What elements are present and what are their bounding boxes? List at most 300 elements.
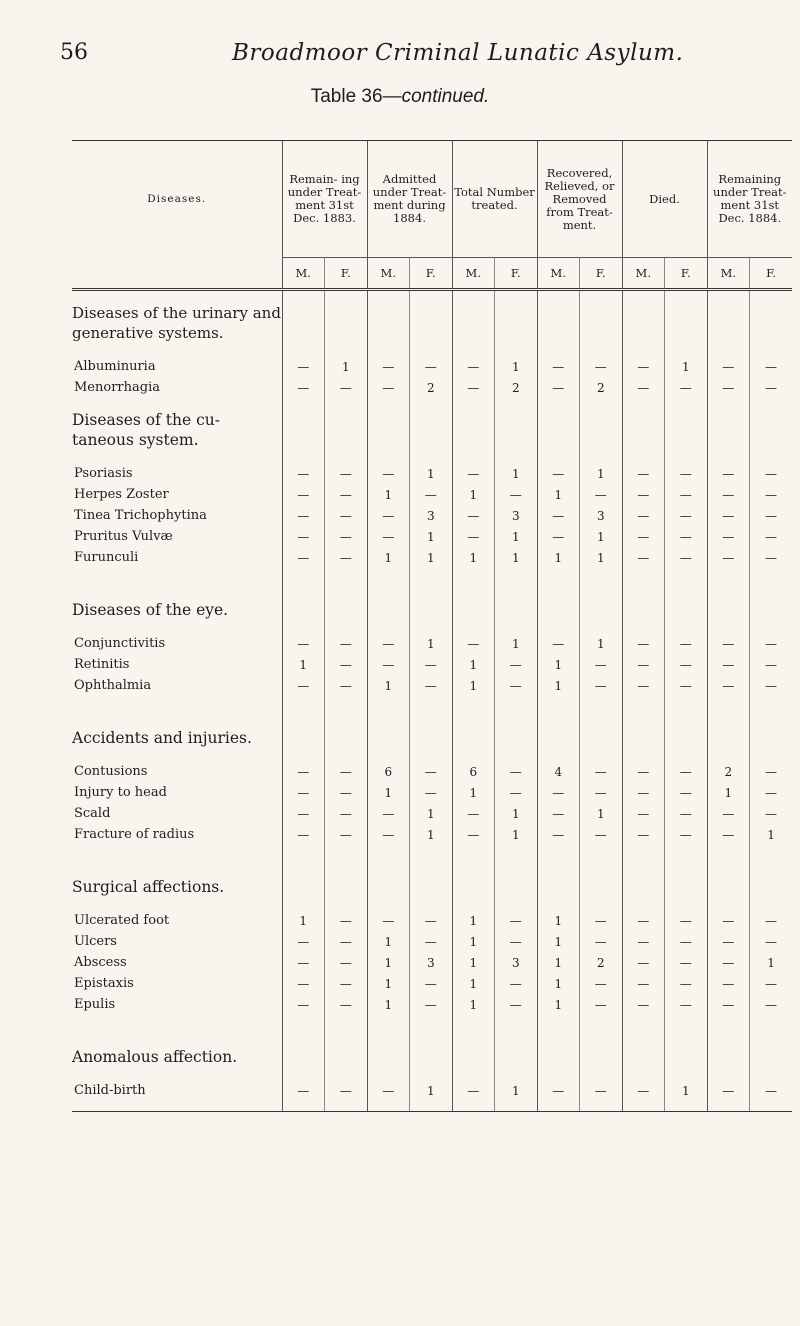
empty-cell — [410, 900, 453, 910]
empty-cell — [622, 453, 665, 463]
col-header-diseases: Diseases. — [72, 141, 282, 258]
table-cell: — — [282, 803, 325, 824]
table-cell: — — [537, 803, 580, 824]
empty-cell — [580, 751, 623, 761]
empty-cell — [72, 1070, 282, 1080]
empty-cell — [707, 1070, 750, 1080]
empty-cell — [495, 623, 538, 633]
table-cell: — — [325, 1080, 368, 1101]
empty-cell — [750, 751, 793, 761]
table-cell: — — [622, 377, 665, 398]
table-row — [72, 654, 792, 675]
table-cell: — — [410, 654, 453, 675]
table-cell: — — [367, 824, 410, 845]
table-cell: — — [622, 463, 665, 484]
section-heading-row — [72, 398, 792, 453]
empty-cell — [622, 900, 665, 910]
page-header — [0, 40, 800, 72]
empty-cell — [707, 290, 750, 347]
table-cell: 1 — [282, 654, 325, 675]
empty-cell — [665, 398, 708, 453]
empty-cell — [325, 1015, 368, 1070]
table-cell: — — [537, 463, 580, 484]
empty-cell — [367, 1015, 410, 1070]
section-heading-row — [72, 568, 792, 623]
table-cell: — — [325, 633, 368, 654]
table-cell: 1 — [580, 633, 623, 654]
table-cell: — — [707, 463, 750, 484]
spacer-row — [72, 1070, 792, 1080]
table-cell: 3 — [495, 505, 538, 526]
table-cell: — — [707, 910, 750, 931]
empty-cell — [665, 1101, 708, 1112]
table-title-continued: continued. — [401, 86, 490, 107]
table-cell: 1 — [537, 547, 580, 568]
table-cell: — — [622, 484, 665, 505]
empty-cell — [707, 568, 750, 623]
table-cell: 1 — [452, 782, 495, 803]
table-cell: — — [580, 910, 623, 931]
table-cell: 1 — [452, 484, 495, 505]
empty-cell — [282, 290, 325, 347]
section-heading: Diseases of the eye. — [72, 601, 229, 619]
empty-cell — [707, 845, 750, 900]
empty-cell — [750, 290, 793, 347]
empty-cell — [580, 1070, 623, 1080]
table-cell: — — [707, 654, 750, 675]
section-heading: Accidents and injuries. — [72, 729, 252, 747]
empty-cell — [325, 346, 368, 356]
table-cell: 1 — [707, 782, 750, 803]
table-row — [72, 910, 792, 931]
disease-name: Contusions — [74, 764, 148, 779]
disease-name: Injury to head — [74, 785, 167, 800]
table-cell: — — [622, 952, 665, 973]
section-heading-row — [72, 696, 792, 751]
table-row — [72, 505, 792, 526]
table-cell: — — [325, 761, 368, 782]
table-cell: — — [622, 1080, 665, 1101]
empty-cell — [665, 346, 708, 356]
table-cell: — — [410, 931, 453, 952]
table-cell: — — [707, 675, 750, 696]
spacer-row — [72, 751, 792, 761]
table-cell: — — [325, 910, 368, 931]
table-cell: — — [452, 463, 495, 484]
table-cell: — — [325, 505, 368, 526]
table-cell: — — [622, 654, 665, 675]
empty-cell — [367, 1101, 410, 1112]
empty-cell — [452, 1070, 495, 1080]
table-cell: — — [665, 824, 708, 845]
table-cell: 1 — [750, 952, 793, 973]
empty-cell — [495, 398, 538, 453]
table-cell: 1 — [495, 824, 538, 845]
table-cell: — — [750, 675, 793, 696]
table-cell: — — [707, 547, 750, 568]
table-cell: — — [452, 505, 495, 526]
table-cell: — — [750, 505, 793, 526]
empty-cell — [537, 751, 580, 761]
table-cell: 1 — [367, 931, 410, 952]
empty-cell — [707, 900, 750, 910]
empty-cell — [665, 900, 708, 910]
empty-cell — [325, 900, 368, 910]
empty-cell — [665, 696, 708, 751]
table-cell: 1 — [537, 484, 580, 505]
table-cell: 1 — [537, 931, 580, 952]
table-cell: — — [282, 505, 325, 526]
table-cell: — — [750, 377, 793, 398]
table-cell: — — [665, 484, 708, 505]
empty-cell — [72, 1101, 282, 1112]
table-cell: — — [580, 973, 623, 994]
empty-cell — [325, 568, 368, 623]
empty-cell — [282, 900, 325, 910]
table-cell: — — [325, 463, 368, 484]
table-cell: — — [410, 994, 453, 1015]
empty-cell — [750, 398, 793, 453]
table-cell: — — [580, 654, 623, 675]
table-cell: — — [622, 356, 665, 377]
table-row — [72, 633, 792, 654]
empty-cell — [452, 1101, 495, 1112]
table-cell: 1 — [580, 803, 623, 824]
disease-name: Conjunctivitis — [74, 636, 166, 651]
table-cell: — — [707, 1080, 750, 1101]
empty-cell — [495, 751, 538, 761]
col-header-m: M. — [537, 258, 580, 290]
table-cell: — — [537, 633, 580, 654]
disease-name: Ulcers — [74, 934, 117, 949]
table-row — [72, 547, 792, 568]
table-cell: — — [325, 675, 368, 696]
empty-cell — [495, 346, 538, 356]
empty-cell — [410, 751, 453, 761]
table-row — [72, 761, 792, 782]
table-cell: — — [367, 356, 410, 377]
table-cell: — — [410, 675, 453, 696]
table-cell: — — [750, 547, 793, 568]
table-cell: — — [325, 931, 368, 952]
table-cell: — — [665, 654, 708, 675]
table-cell: — — [325, 484, 368, 505]
empty-cell — [750, 900, 793, 910]
section-heading-row — [72, 1015, 792, 1070]
col-header-m: M. — [622, 258, 665, 290]
table-cell: 1 — [452, 654, 495, 675]
table-row — [72, 782, 792, 803]
table-cell: — — [537, 1080, 580, 1101]
table-row — [72, 377, 792, 398]
table-cell: — — [410, 782, 453, 803]
empty-cell — [325, 623, 368, 633]
table-cell: — — [622, 633, 665, 654]
table-row — [72, 463, 792, 484]
table-cell: 1 — [537, 675, 580, 696]
table-cell: — — [622, 973, 665, 994]
col-header-remaining-end: Remaining under Treat- ment 31st Dec. 1884. — [707, 141, 792, 258]
empty-cell — [282, 1101, 325, 1112]
empty-cell — [410, 453, 453, 463]
table-cell: 1 — [537, 973, 580, 994]
table-cell: — — [410, 973, 453, 994]
empty-cell — [665, 290, 708, 347]
spacer-row — [72, 453, 792, 463]
table-cell: 1 — [537, 910, 580, 931]
table-cell: — — [707, 803, 750, 824]
empty-cell — [452, 696, 495, 751]
table-cell: 1 — [452, 994, 495, 1015]
empty-cell — [707, 696, 750, 751]
empty-cell — [325, 398, 368, 453]
empty-cell — [452, 623, 495, 633]
table-row — [72, 1080, 792, 1101]
table-cell: — — [282, 1080, 325, 1101]
table-cell: 1 — [537, 654, 580, 675]
disease-name: Albuminuria — [74, 359, 156, 374]
empty-cell — [580, 900, 623, 910]
table-cell: — — [452, 377, 495, 398]
table-cell: — — [580, 761, 623, 782]
empty-cell — [707, 398, 750, 453]
empty-cell — [622, 290, 665, 347]
table-cell: — — [452, 526, 495, 547]
table-cell: 3 — [495, 952, 538, 973]
table-row — [72, 994, 792, 1015]
table-cell: — — [495, 994, 538, 1015]
table-row — [72, 952, 792, 973]
disease-name: Scald — [74, 806, 111, 821]
table-cell: — — [537, 356, 580, 377]
table-cell: 3 — [410, 505, 453, 526]
table-cell: — — [282, 675, 325, 696]
col-header-m: M. — [282, 258, 325, 290]
table-cell: — — [665, 931, 708, 952]
section-heading-row — [72, 845, 792, 900]
empty-cell — [622, 346, 665, 356]
table-cell: 1 — [495, 547, 538, 568]
table-cell: — — [622, 675, 665, 696]
table-cell: — — [495, 910, 538, 931]
empty-cell — [367, 623, 410, 633]
table-cell: — — [622, 994, 665, 1015]
disease-name: Herpes Zoster — [74, 487, 169, 502]
table-cell: — — [495, 931, 538, 952]
empty-cell — [665, 568, 708, 623]
table-row — [72, 803, 792, 824]
empty-cell — [665, 623, 708, 633]
table-cell: — — [580, 675, 623, 696]
table-cell: — — [580, 1080, 623, 1101]
table-cell: — — [580, 994, 623, 1015]
table-cell: — — [282, 547, 325, 568]
table-cell: — — [282, 761, 325, 782]
col-header-f: F. — [410, 258, 453, 290]
table-cell: — — [707, 931, 750, 952]
col-header-f: F. — [665, 258, 708, 290]
table-cell: — — [707, 484, 750, 505]
empty-cell — [452, 290, 495, 347]
table-cell: 2 — [580, 377, 623, 398]
table-cell: — — [367, 463, 410, 484]
table-cell: — — [282, 973, 325, 994]
table-cell: — — [495, 973, 538, 994]
empty-cell — [622, 1015, 665, 1070]
table-cell: — — [707, 994, 750, 1015]
section-heading-row — [72, 290, 792, 347]
table-cell: 1 — [367, 782, 410, 803]
empty-cell — [282, 568, 325, 623]
table-cell: — — [707, 526, 750, 547]
empty-cell — [410, 845, 453, 900]
table-cell: 1 — [495, 633, 538, 654]
table-cell: 1 — [495, 356, 538, 377]
empty-cell — [72, 623, 282, 633]
empty-cell — [495, 845, 538, 900]
empty-cell — [410, 1015, 453, 1070]
empty-cell — [622, 1101, 665, 1112]
table-cell: — — [367, 1080, 410, 1101]
table-row — [72, 484, 792, 505]
table-cell: — — [750, 463, 793, 484]
empty-cell — [452, 346, 495, 356]
table-cell: 1 — [452, 931, 495, 952]
table-cell: — — [665, 547, 708, 568]
disease-name: Tinea Trichophytina — [74, 508, 207, 523]
table-cell: — — [622, 803, 665, 824]
table-cell: — — [750, 803, 793, 824]
table-cell: 2 — [410, 377, 453, 398]
table-cell: 1 — [410, 1080, 453, 1101]
empty-cell — [622, 1070, 665, 1080]
disease-name: Ulcerated foot — [74, 913, 170, 928]
table-cell: — — [495, 675, 538, 696]
running-title: Broadmoor Criminal Lunatic Asylum. — [232, 40, 684, 66]
table-cell: — — [495, 782, 538, 803]
table-cell: 1 — [495, 803, 538, 824]
table-cell: — — [580, 356, 623, 377]
table-cell: — — [537, 377, 580, 398]
spacer-row — [72, 900, 792, 910]
empty-cell — [495, 453, 538, 463]
table-cell: 1 — [452, 547, 495, 568]
empty-cell — [410, 398, 453, 453]
table-cell: — — [665, 952, 708, 973]
table-cell: — — [665, 505, 708, 526]
table-cell: — — [665, 633, 708, 654]
empty-cell — [580, 398, 623, 453]
table-cell: 1 — [452, 910, 495, 931]
table-cell: 1 — [367, 994, 410, 1015]
col-header-f: F. — [495, 258, 538, 290]
table-cell: — — [367, 633, 410, 654]
table-cell: — — [622, 547, 665, 568]
table-cell: — — [495, 484, 538, 505]
table-cell: — — [282, 931, 325, 952]
table-cell: — — [707, 377, 750, 398]
col-header-recovered: Recovered, Relieved, or Removed from Treat- ment. — [537, 141, 622, 258]
table-row — [72, 675, 792, 696]
table-cell: — — [367, 803, 410, 824]
empty-cell — [410, 696, 453, 751]
table-cell: — — [325, 782, 368, 803]
table-cell: — — [622, 824, 665, 845]
table-cell: — — [367, 654, 410, 675]
table-cell: — — [665, 526, 708, 547]
empty-cell — [282, 1070, 325, 1080]
disease-name: Child-birth — [74, 1083, 146, 1098]
table-cell: — — [750, 761, 793, 782]
empty-cell — [410, 346, 453, 356]
table-cell: — — [707, 952, 750, 973]
table-cell: — — [282, 484, 325, 505]
empty-cell — [325, 751, 368, 761]
empty-cell — [750, 1070, 793, 1080]
table-cell: — — [495, 761, 538, 782]
empty-cell — [750, 845, 793, 900]
empty-cell — [707, 1015, 750, 1070]
table-cell: — — [325, 973, 368, 994]
table-cell: — — [750, 931, 793, 952]
empty-cell — [367, 346, 410, 356]
table-cell: 2 — [495, 377, 538, 398]
table-cell: 1 — [410, 547, 453, 568]
disease-name: Retinitis — [74, 657, 130, 672]
table-cell: — — [665, 377, 708, 398]
empty-cell — [452, 398, 495, 453]
table-cell: — — [452, 1080, 495, 1101]
empty-cell — [282, 453, 325, 463]
table-cell: 1 — [750, 824, 793, 845]
empty-cell — [325, 1070, 368, 1080]
disease-name: Menorrhagia — [74, 380, 160, 395]
empty-cell — [410, 1101, 453, 1112]
table-cell: — — [282, 952, 325, 973]
section-heading: Diseases of the urinary and generative systems. — [72, 304, 281, 342]
table-cell: 1 — [452, 973, 495, 994]
empty-cell — [410, 568, 453, 623]
disease-name: Furunculi — [74, 550, 139, 565]
table-cell: — — [750, 356, 793, 377]
empty-cell — [282, 845, 325, 900]
table-cell: — — [750, 526, 793, 547]
table-cell: — — [537, 782, 580, 803]
table-cell: — — [580, 931, 623, 952]
col-header-f: F. — [325, 258, 368, 290]
table-cell: — — [707, 824, 750, 845]
table-row — [72, 356, 792, 377]
empty-cell — [622, 398, 665, 453]
table-cell: — — [665, 761, 708, 782]
empty-cell — [495, 696, 538, 751]
table-cell: 1 — [367, 547, 410, 568]
table-cell: 2 — [707, 761, 750, 782]
col-header-m: M. — [707, 258, 750, 290]
table-cell: — — [750, 973, 793, 994]
table-cell: — — [367, 526, 410, 547]
table-cell: 3 — [410, 952, 453, 973]
empty-cell — [707, 346, 750, 356]
table-cell: — — [665, 782, 708, 803]
empty-cell — [580, 453, 623, 463]
table-cell: 6 — [367, 761, 410, 782]
empty-cell — [622, 623, 665, 633]
table-body — [72, 290, 792, 1112]
table-cell: — — [452, 633, 495, 654]
table-row — [72, 973, 792, 994]
table-row — [72, 931, 792, 952]
